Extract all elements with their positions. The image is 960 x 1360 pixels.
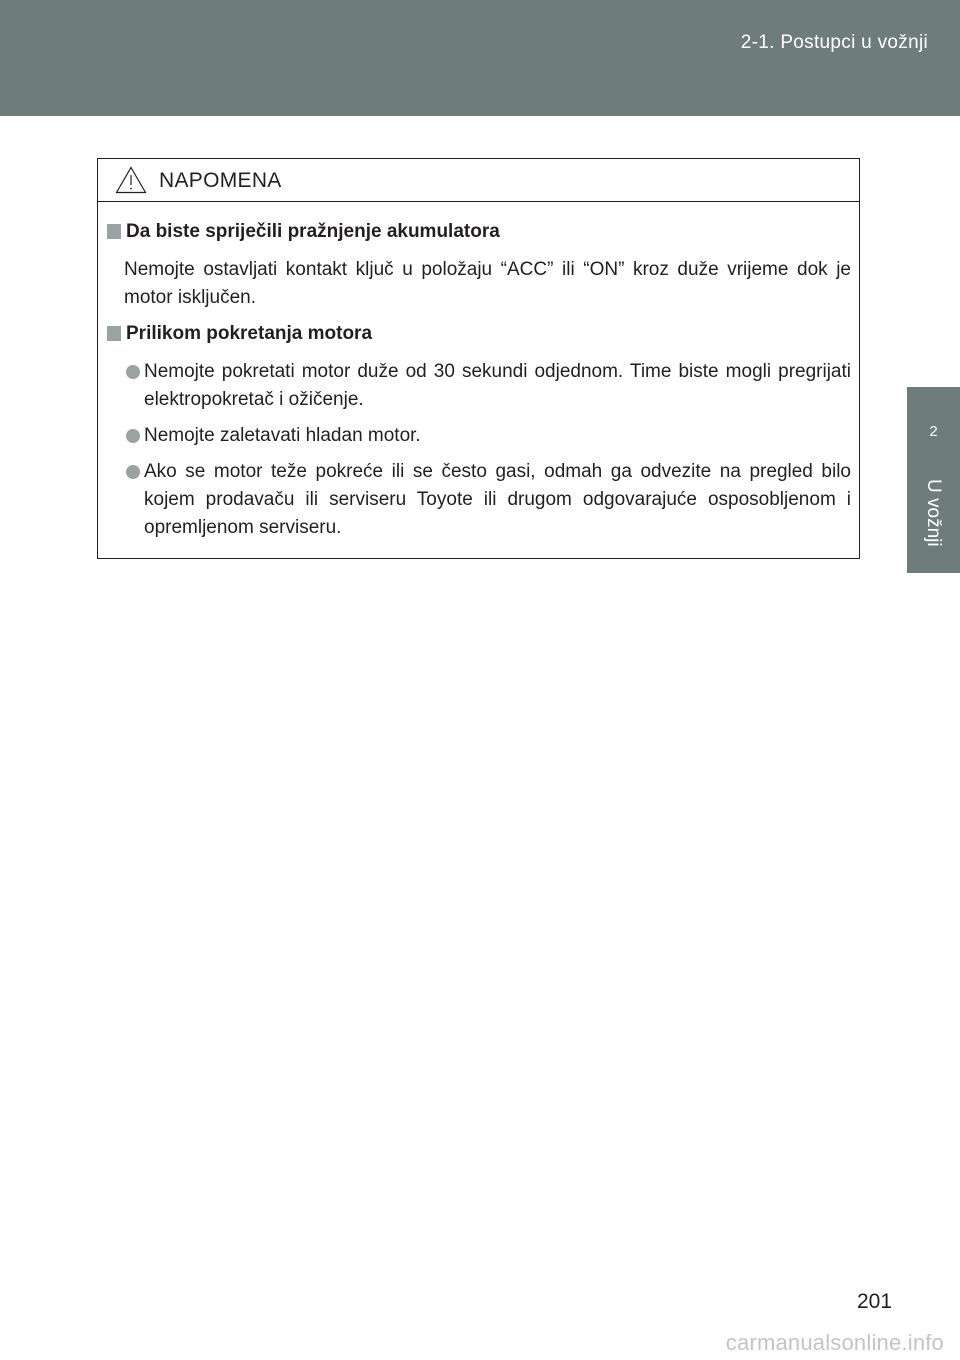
notice-body — [98, 202, 859, 542]
bullet-text: Nemojte pokretati motor duže od 30 sekundi odjednom. Time biste mogli pregrijati elektropokretač i ožičenje. — [144, 361, 851, 410]
section-title: 2-1. Postupci u vožnji — [740, 32, 928, 53]
section-heading-text: Da biste spriječili pražnjenje akumulatora — [126, 221, 500, 242]
chapter-label: U vožnji — [923, 479, 944, 547]
notice-title: NAPOMENA — [159, 169, 282, 192]
notice-header — [98, 159, 859, 202]
notice-box — [97, 158, 860, 559]
battery-paragraph: Nemojte ostavljati kontakt ključ u položaju “ACC” ili “ON” kroz duže vrijeme dok je motor isključen. — [124, 259, 851, 308]
section-heading-starting — [107, 322, 851, 346]
bullet-item — [107, 458, 851, 542]
round-bullet-icon — [126, 465, 140, 479]
chapter-side-tab[interactable] — [907, 387, 960, 573]
bullet-item — [107, 358, 851, 414]
bullet-text: Ako se motor teže pokreće ili se često gasi, odmah ga odvezite na pregled bilo kojem prodavaču ili serviseru Toyote ili drugom odgovarajuće osposobljenom i opremljenom serviseru. — [144, 461, 851, 538]
square-bullet-icon — [107, 326, 121, 341]
watermark: carmanualsonline.info — [725, 1330, 944, 1355]
bullet-text: Nemojte zaletavati hladan motor. — [144, 425, 421, 446]
round-bullet-icon — [126, 365, 140, 379]
bullet-item — [107, 422, 851, 450]
round-bullet-icon — [126, 429, 140, 443]
section-heading-text: Prilikom pokretanja motora — [126, 323, 373, 344]
warning-triangle-icon — [115, 166, 147, 194]
page-number: 201 — [857, 1290, 893, 1313]
square-bullet-icon — [107, 224, 121, 239]
section-heading-battery — [107, 220, 851, 244]
chapter-number: 2 — [929, 423, 938, 440]
header-band — [0, 0, 960, 116]
